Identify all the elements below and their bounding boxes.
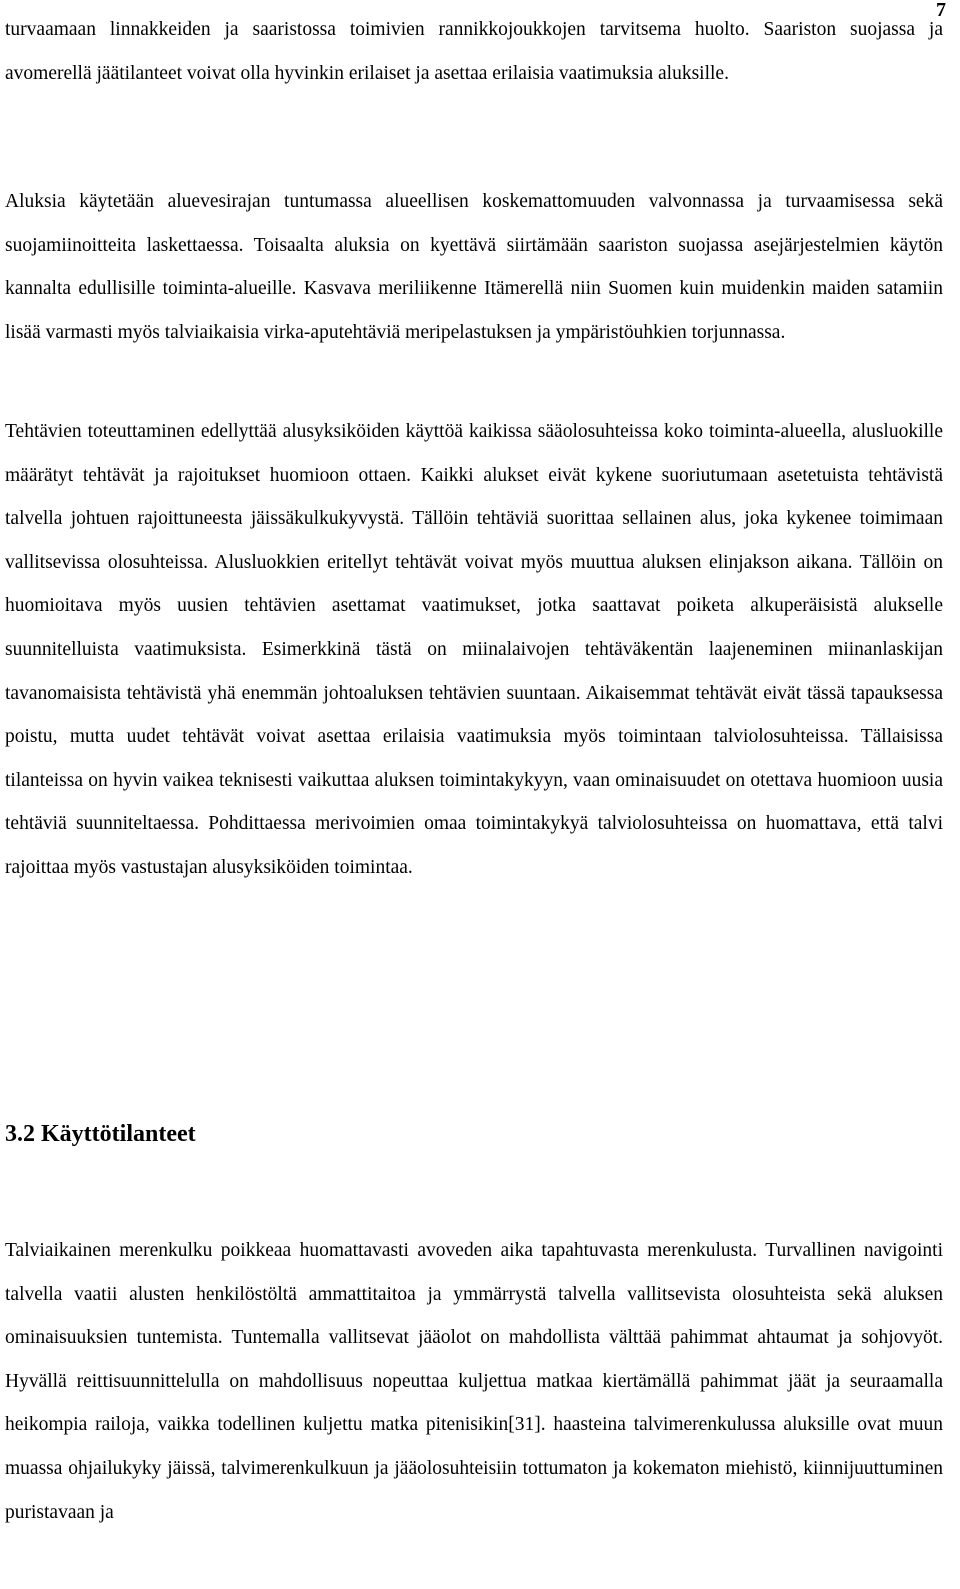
paragraph-task-execution: Tehtävien toteuttaminen edellyttää alusyksiköiden käyttöä kaikissa sääolosuhteissa koko toiminta-alueella, alusluokille määrätyt tehtävät ja rajoitukset huomioon ottaen. Kaikki alukset eivät kykene suoriutumaan asetetuista tehtävistä talvella johtuen rajoittuneesta jäissäkulkukyvystä. Tällöin tehtäviä suorittaa sellainen alus, joka kykenee toimimaan vallitsevissa olosuhteissa. Alusluokkien eritellyt tehtävät voivat myös muuttua aluksen elinjakson aikana. Tällöin on huomioitava myös uusien tehtävien asettamat vaatimukset, jotka saattavat poiketa alkuperäisistä alukselle suunnitelluista vaatimuksista. Esimerkkinä tästä on miinalaivojen tehtäväkentän laajeneminen miinanlaskijan tavanomaisista tehtävistä yhä enemmän johtoaluksen tehtävien suuntaan. Aikaisemmat tehtävät eivät tässä tapauksessa poistu, mutta uudet tehtävät voivat asettaa erilaisia vaatimuksia myös toimintaan talviolosuhteissa. Tällaisissa tilanteissa on hyvin vaikea teknisesti vaikuttaa aluksen toimintakykyyn, vaan ominaisuudet on otettava huomioon uusia tehtäviä suunniteltaessa. Pohdittaessa merivoimien omaa toimintakykyä talviolosuhteissa on huomattava, että talvi rajoittaa myös vastustajan alusyksiköiden toimintaa. xyxy=(5,421,943,878)
section-heading: 3.2 Käyttötilanteet xyxy=(5,1121,196,1147)
page-number: 7 xyxy=(936,0,946,21)
paragraph-winter-navigation: Talviaikainen merenkulku poikkeaa huomattavasti avoveden aika tapahtuvasta merenkulusta. Turvallinen navigointi talvella vaatii alusten henkilöstöltä ammattitaitoa ja ymmärrystä talvella vallitsevista olosuhteista sekä aluksen ominaisuuksien tuntemista. Tuntemalla vallitsevat jääolot on mahdollista välttää pahimmat ahtaumat ja sohjovyöt. Hyvällä reittisuunnittelulla on mahdollisuus nopeuttaa kuljettua matkaa kiertämällä pahimmat jäät ja seuraamalla heikompia railoja, vaikka todellinen kuljettu matka pitenisikin[31]. haasteina talvimerenkulussa aluksille ovat muun muassa ohjailukyky jäissä, talvimerenkulkuun ja jääolosuhteisiin tottumaton ja kokematon miehistö, kiinnijuuttuminen puristavaan ja xyxy=(5,1240,943,1523)
paragraph-ice-conditions: turvaamaan linnakkeiden ja saaristossa toimivien rannikkojoukkojen tarvitsema huolto. Saariston suojassa ja avomerellä jäätilanteet voivat olla hyvinkin erilaiset ja asettaa erilaisia vaatimuksia aluksille. xyxy=(5,19,943,84)
paragraph-ship-use: Aluksia käytetään aluevesirajan tuntumassa alueellisen koskemattomuuden valvonnassa ja turvaamisessa sekä suojamiinoitteita laskettaessa. Toisaalta aluksia on kyettävä siirtämään saariston suojassa asejärjestelmien käytön kannalta edullisille toiminta-alueille. Kasvava meriliikenne Itämerellä niin Suomen kuin muidenkin maiden satamiin lisää varmasti myös talviaikaisia virka-aputehtäviä meripelastuksen ja ympäristöuhkien torjunnassa. xyxy=(5,191,943,343)
